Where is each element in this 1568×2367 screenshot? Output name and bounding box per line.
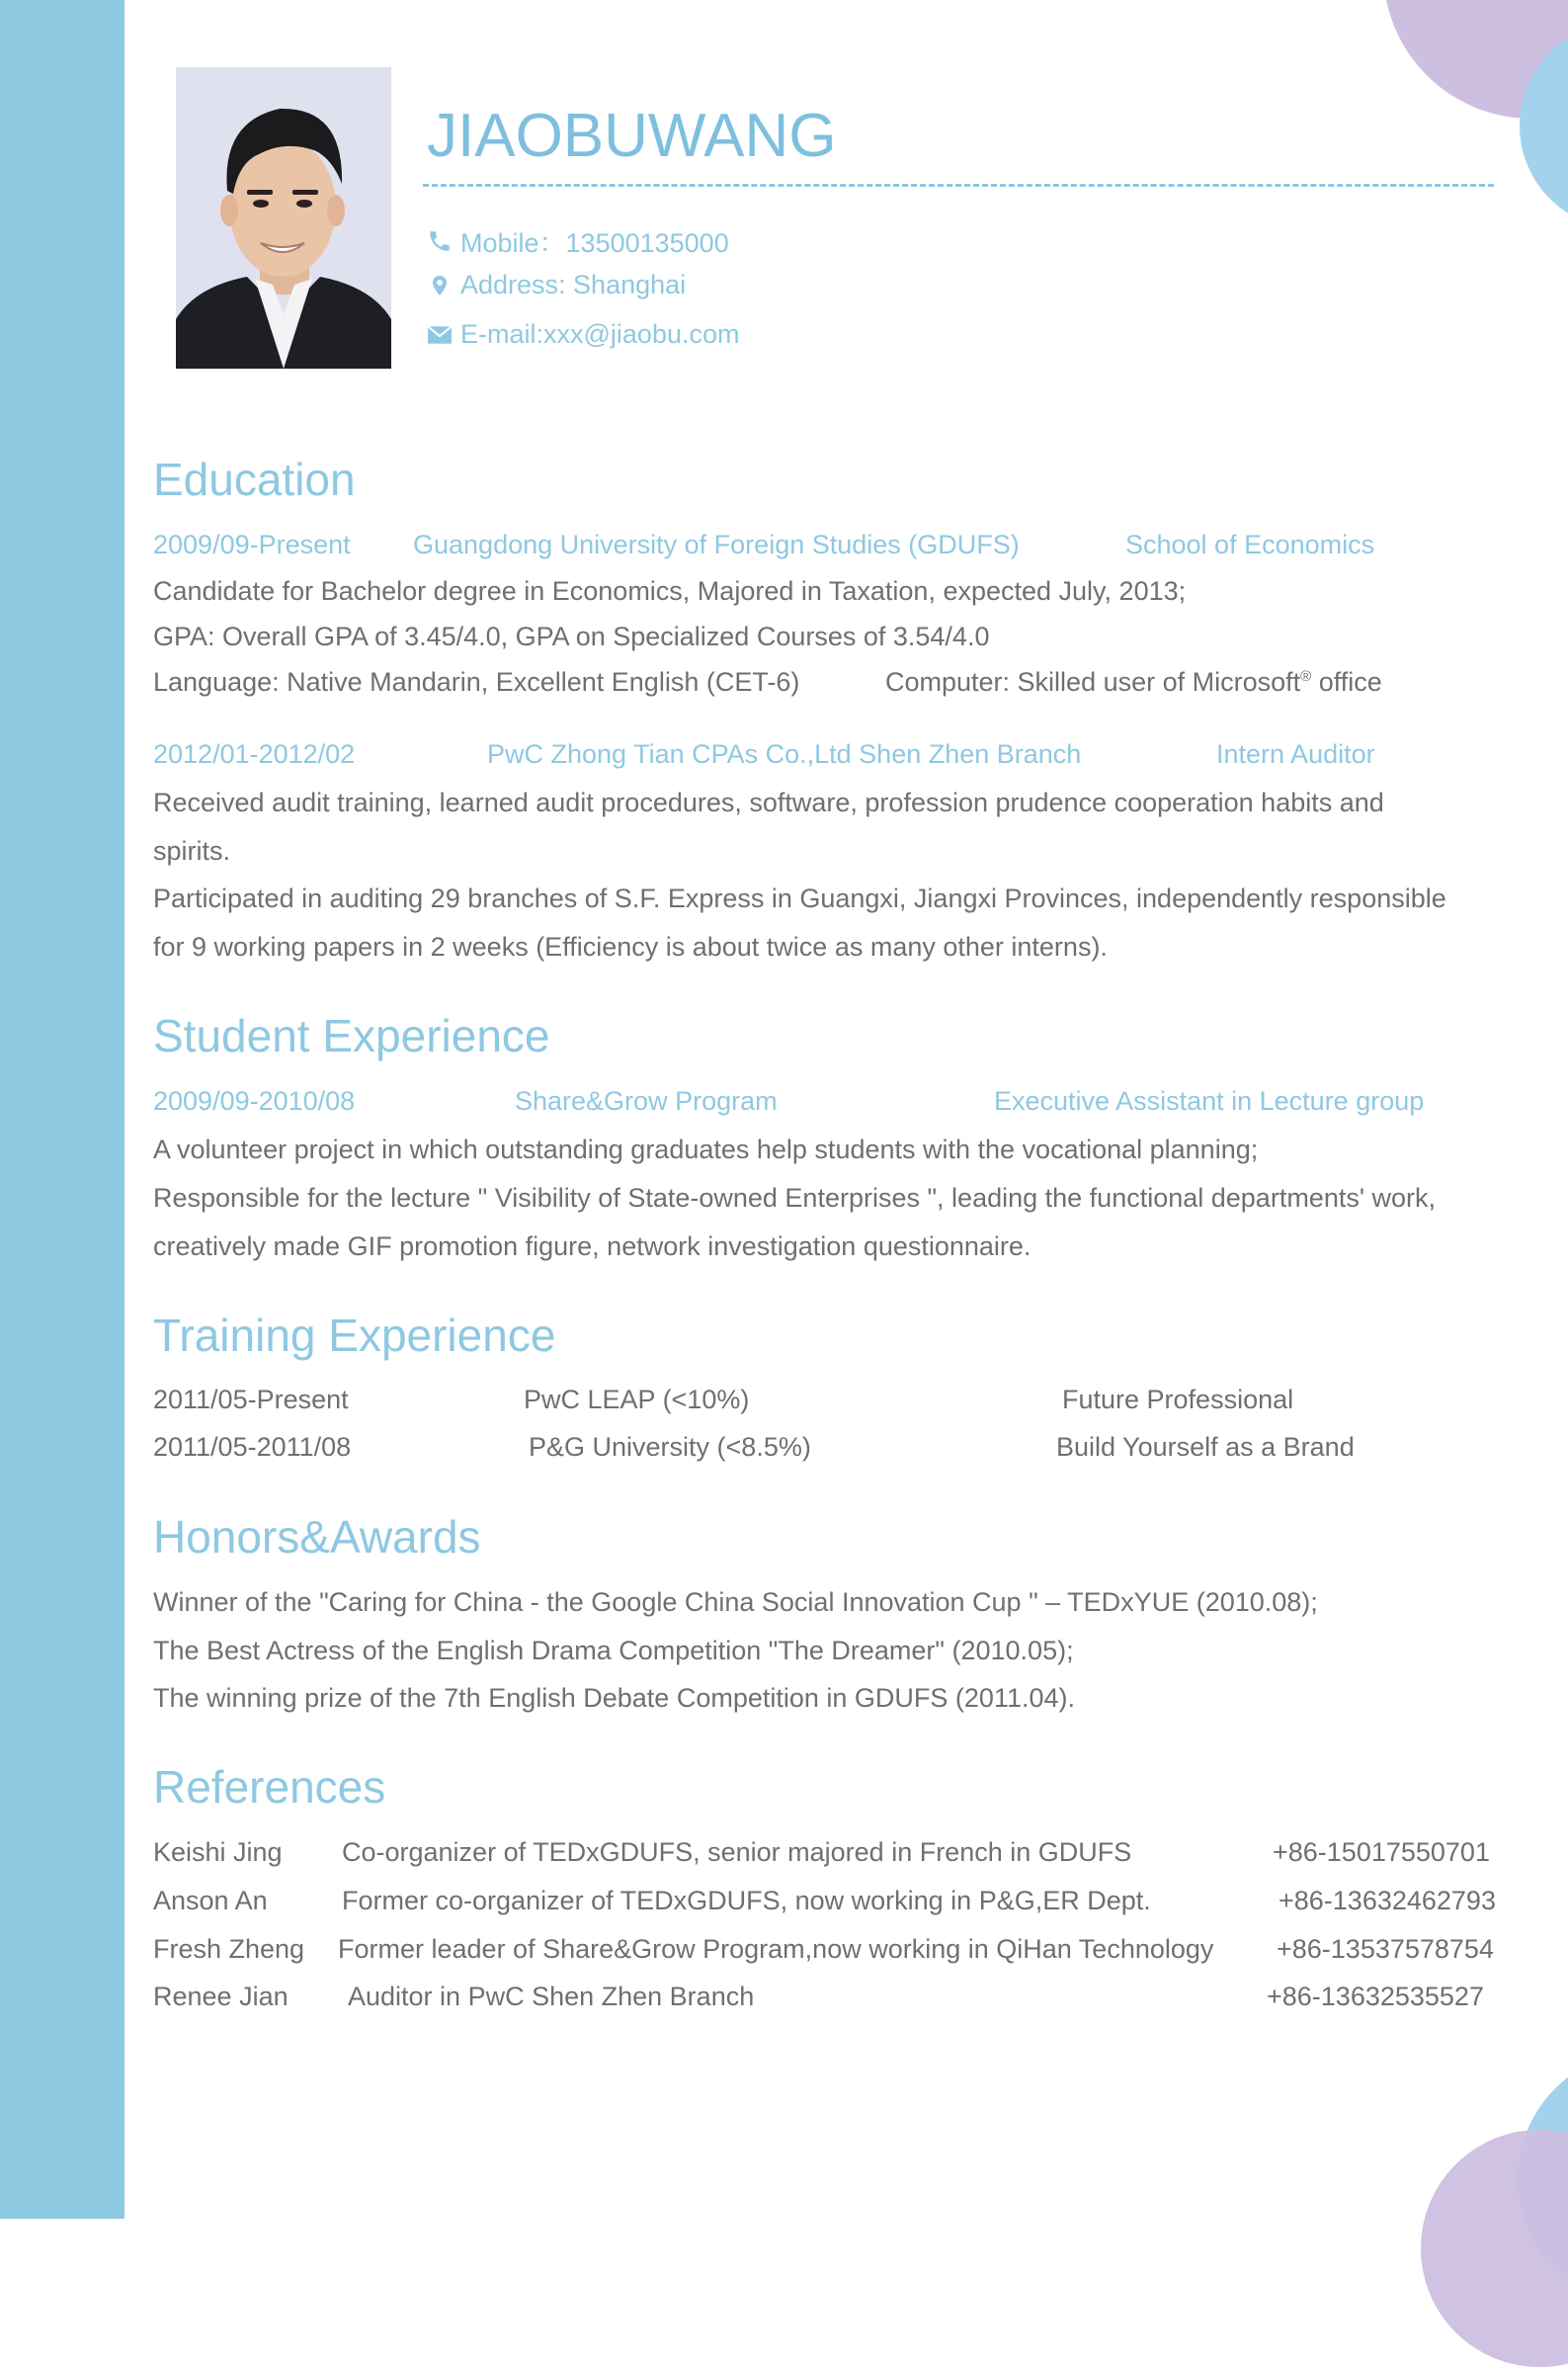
reference-phone: +86-13537578754 — [1277, 1934, 1494, 1964]
email-text: E-mail:xxx@jiaobu.com — [460, 319, 740, 349]
student-line3: creatively made GIF promotion figure, network investigation questionnaire. — [153, 1231, 1032, 1261]
contact-address — [425, 270, 686, 300]
profile-photo — [176, 67, 391, 369]
edu1-date: 2009/09-Present — [153, 530, 351, 559]
edu2-org: PwC Zhong Tian CPAs Co.,Ltd Shen Zhen Branch — [487, 739, 1082, 769]
edu1-computer: Computer: Skilled user of Microsoft® office — [885, 667, 1382, 697]
edu2-line1: Received audit training, learned audit procedures, software, profession prudence cooperation habits and — [153, 788, 1384, 817]
edu1-role: School of Economics — [1125, 530, 1375, 559]
reference-desc: Former co-organizer of TEDxGDUFS, now working in P&G,ER Dept. — [342, 1886, 1151, 1915]
edu2-role: Intern Auditor — [1216, 739, 1375, 769]
mobile-text: Mobile：13500135000 — [460, 228, 729, 258]
honor-item: Winner of the "Caring for China - the Google China Social Innovation Cup " – TEDxYUE (2010.08); — [153, 1587, 1318, 1617]
section-title-training-experience: Training Experience — [153, 1310, 556, 1361]
student-line2: Responsible for the lecture " Visibility of State-owned Enterprises ", leading the functional departments' work, — [153, 1183, 1437, 1213]
edu2-line3: Participated in auditing 29 branches of S.F. Express in Guangxi, Jiangxi Provinces, independently responsible — [153, 884, 1446, 913]
section-title-student-experience: Student Experience — [153, 1010, 550, 1061]
edu2-date: 2012/01-2012/02 — [153, 739, 356, 769]
reference-phone: +86-13632535527 — [1267, 1982, 1484, 2011]
contact-mobile — [425, 221, 729, 260]
student-role: Executive Assistant in Lecture group — [994, 1086, 1425, 1116]
honor-item: The winning prize of the 7th English Debate Competition in GDUFS (2011.04). — [153, 1683, 1075, 1713]
training-row-date: 2011/05-2011/08 — [153, 1432, 352, 1462]
reference-name: Fresh Zheng — [153, 1934, 305, 1964]
edu2-line2: spirits. — [153, 836, 231, 866]
edu1-org: Guangdong University of Foreign Studies (GDUFS) — [413, 530, 1020, 559]
envelope-icon — [425, 320, 454, 350]
header-divider — [423, 184, 1494, 187]
edu1-line1: Candidate for Bachelor degree in Economics, Majored in Taxation, expected July, 2013; — [153, 576, 1187, 606]
honor-item: The Best Actress of the English Drama Competition "The Dreamer" (2010.05); — [153, 1636, 1074, 1665]
reference-desc: Auditor in PwC Shen Zhen Branch — [348, 1982, 755, 2011]
left-sidebar-band — [0, 0, 124, 2219]
reference-phone: +86-15017550701 — [1273, 1837, 1490, 1867]
contact-email — [425, 319, 740, 350]
edu1-line2: GPA: Overall GPA of 3.45/4.0, GPA on Specialized Courses of 3.54/4.0 — [153, 622, 990, 651]
section-title-references: References — [153, 1761, 386, 1813]
location-pin-icon — [425, 271, 454, 300]
reference-desc: Former leader of Share&Grow Program,now working in QiHan Technology — [338, 1934, 1214, 1964]
reference-desc: Co-organizer of TEDxGDUFS, senior majored in French in GDUFS — [342, 1837, 1132, 1867]
candidate-name: JIAOBUWANG — [427, 102, 837, 170]
training-row-program: P&G University (<8.5%) — [529, 1432, 811, 1462]
training-row-program: PwC LEAP (<10%) — [524, 1385, 750, 1414]
student-org: Share&Grow Program — [515, 1086, 778, 1116]
section-title-honors-awards: Honors&Awards — [153, 1511, 481, 1563]
section-title-education: Education — [153, 454, 356, 505]
training-row-role: Build Yourself as a Brand — [1056, 1432, 1355, 1462]
edu1-language: Language: Native Mandarin, Excellent English (CET-6) — [153, 667, 800, 697]
training-row-date: 2011/05-Present — [153, 1385, 349, 1414]
reference-name: Renee Jian — [153, 1982, 289, 2011]
student-date: 2009/09-2010/08 — [153, 1086, 356, 1116]
student-line1: A volunteer project in which outstanding graduates help students with the vocational planning; — [153, 1135, 1259, 1164]
deco-circle-purple-bottom — [1421, 2130, 1568, 2367]
address-text: Address: Shanghai — [460, 270, 687, 299]
phone-icon — [425, 226, 454, 256]
training-row-role: Future Professional — [1062, 1385, 1294, 1414]
reference-phone: +86-13632462793 — [1279, 1886, 1496, 1915]
edu2-line4: for 9 working papers in 2 weeks (Efficiency is about twice as many other interns). — [153, 932, 1108, 962]
reference-name: Anson An — [153, 1886, 268, 1915]
reference-name: Keishi Jing — [153, 1837, 283, 1867]
